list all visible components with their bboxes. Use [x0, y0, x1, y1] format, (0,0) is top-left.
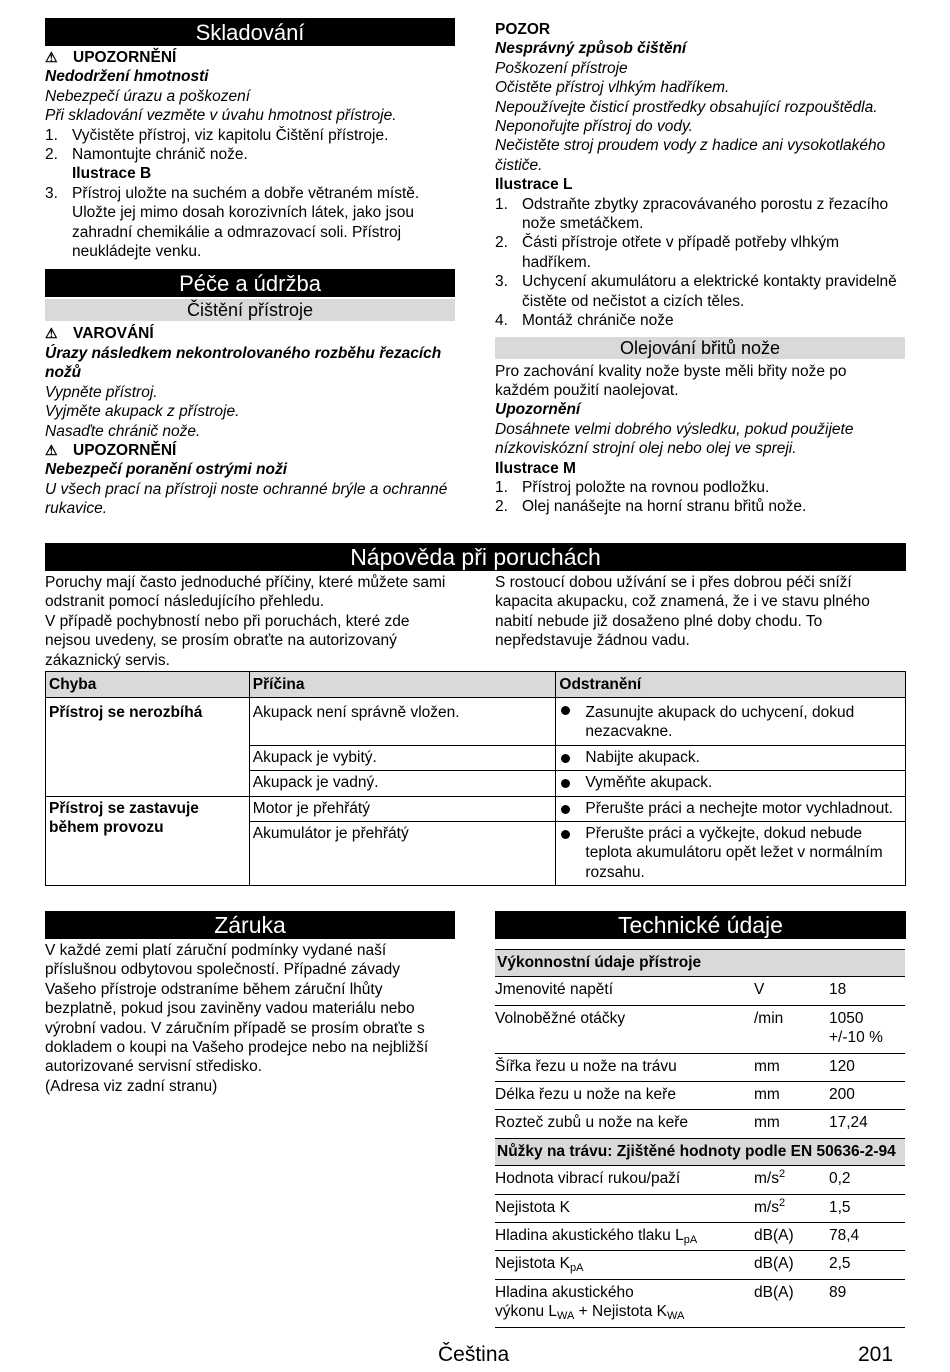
cleaning-steps [495, 195, 905, 331]
caution-line: Neponořujte přístroj do vody. [495, 118, 693, 136]
caution-title: Nesprávný způsob čištění [495, 40, 687, 58]
oiling-note-text: Dosáhnete velmi dobrého výsledku, pokud použijete nízkoviskózní strojní olej nebo olej ve spreji. [495, 420, 854, 458]
care-caution: ⚠ UPOZORNĚNÍ [45, 441, 177, 459]
care-caution-title: Nebezpečí poranění ostrými noži [45, 461, 288, 479]
troubleshooting-intro-right: S rostoucí dobou užívání se i přes dobrou péči sníží kapacita akupacku, což znamená, že i ve stavu plného nabití nebude již dosaženo plné doby chodu. To nepředstavuje žádnou vadu. [495, 574, 870, 650]
care-warning-line: Vyjměte akupack z přístroje. [45, 403, 240, 421]
storage-steps [45, 126, 455, 262]
caution-line: Nečistěte stroj proudem vody z hadice ani vysokotlakého čističe. [495, 137, 886, 174]
table-row: Hladina akustického tlaku $L_{pA}$ dB(A) 78,4 [495, 1223, 905, 1251]
table-header-row [46, 672, 906, 698]
column-header: Příčina [249, 672, 556, 698]
bullet-icon [561, 754, 570, 763]
list-item: 1. Přístroj položte na rovnou podložku. [495, 478, 770, 496]
oiling-steps [495, 478, 905, 517]
footer-language: Čeština [438, 1343, 510, 1366]
storage-hazard-line: Při skladování vezměte v úvahu hmotnost přístroje. [45, 107, 397, 125]
list-item: 2. Olej nanášejte na horní stranu břitů nože. [495, 498, 807, 516]
warranty-text: V každé zemi platí záruční podmínky vydané naší příslušnou odbytovou společností. Případné závady Vašeho přístroje odstraníme během záruční lhůty bezplatně, pokud jsou zaviněny vadou materiálu nebo výrobní vadou. V záručním případě se prosím obraťte s dokladem o koupi na Vašeho prodejce nebo na nejbližší autorizované servisní středisko. [45, 942, 429, 1076]
list-item: 3. Přístroj uložte na suchém a dobře větraném místě. Uložte jej mimo dosah korozivních látek, jako jsou zahradní chemikálie a odmrazovací soli. Přístroj neukládejte venku. [45, 184, 420, 261]
bullet-icon [561, 830, 570, 839]
list-item: 2. Části přístroje otřete v případě potřeby vlhkým hadříkem. [495, 234, 840, 271]
table-row: Volnoběžné otáčky /min 1050 +/-10 % [495, 1005, 905, 1053]
technical-table [495, 949, 905, 1328]
column-header: Chyba [46, 672, 250, 698]
care-warning-line: Nasaďte chránič nože. [45, 422, 201, 440]
table-row: Rozteč zubů u nože na keře mm 17,24 [495, 1110, 905, 1138]
cause-cell: Motor je přehřátý [249, 796, 556, 821]
table-row: Nejistota K $m/s^2$ 1,5 [495, 1194, 905, 1222]
cause-cell: Akupack je vybitý. [249, 745, 556, 770]
fault-cell: Přístroj se nerozbíhá [46, 698, 250, 797]
oiling-heading: Olejování břitů nože [495, 337, 905, 359]
warranty-heading: Záruka [45, 911, 455, 939]
troubleshooting-intro-left: Poruchy mají často jednoduché příčiny, které můžete sami odstranit pomocí následujícího přehledu. V případě pochybností nebo při poruchách, které zde nejsou uvedeny, se prosím obraťte na autorizovaný zákaznický servis. [45, 574, 446, 669]
warranty-address: (Adresa viz zadní stranu) [45, 1077, 218, 1095]
care-warning-title: Úrazy následkem nekontrolovaného rozběhu řezacích nožů [45, 344, 442, 382]
warranty-section [45, 911, 455, 1096]
fault-cell: Přístroj se zastavuje během provozu [46, 796, 250, 886]
caution-line: Očistěte přístroj vlhkým hadříkem. [495, 79, 730, 97]
list-item: 1. Odstraňte zbytky zpracovávaného porostu z řezacího nože smetáčkem. [495, 195, 889, 233]
care-warning-line: Vypněte přístroj. [45, 383, 158, 401]
care-heading: Péče a údržba [45, 269, 455, 297]
table-row: Hladina akustického výkonu $L_{WA}$ + Nejistota $K_{WA}$ dB(A) 89 [495, 1279, 905, 1327]
table-row [46, 796, 906, 821]
left-column-top [45, 18, 455, 519]
illustration-ref: Ilustrace M [495, 459, 576, 477]
technical-heading: Technické údaje [495, 911, 906, 939]
table-row: Šířka řezu u nože na trávu mm 120 [495, 1053, 905, 1081]
oiling-note-label: Upozornění [495, 401, 581, 419]
table-section-row [495, 1138, 905, 1165]
illustration-ref: Ilustrace L [495, 176, 573, 194]
list-item: 3. Uchycení akumulátoru a elektrické kontakty pravidelně čistěte od nečistot a cizích těles. [495, 273, 897, 310]
remedy-cell: Vyměňte akupack. [556, 771, 906, 796]
caution-line: Poškození přístroje [495, 59, 628, 77]
section-heading: Nůžky na trávu: Zjištěné hodnoty podle EN 50636-2-94 [495, 1138, 905, 1165]
troubleshooting-heading: Nápověda při poruchách [45, 543, 906, 571]
warning-triangle-icon: ⚠ [45, 325, 58, 342]
remedy-cell: Nabijte akupack. [556, 745, 906, 770]
column-header: Odstranění [556, 672, 906, 698]
page-number: 201 [858, 1343, 894, 1366]
table-row: Jmenovité napětí V 18 [495, 977, 905, 1005]
cause-cell: Akumulátor je přehřátý [249, 822, 556, 886]
illustration-ref: Ilustrace B [72, 165, 152, 183]
table-row: Délka řezu u nože na keře mm 200 [495, 1082, 905, 1110]
bullet-icon [561, 805, 570, 814]
remedy-cell: Přerušte práci a vyčkejte, dokud nebude teplota akumulátoru opět ležet v normálním rozsahu. [556, 822, 906, 886]
care-caution-line: U všech prací na přístroji noste ochranné brýle a ochranné rukavice. [45, 480, 448, 518]
care-warning: ⚠ VAROVÁNÍ [45, 325, 154, 343]
list-item: 2. Namontujte chránič nože. Ilustrace B [45, 146, 248, 183]
storage-warning: ⚠ UPOZORNĚNÍ [45, 49, 177, 66]
storage-hazard-line: Nebezpečí úrazu a poškození [45, 87, 251, 105]
storage-hazard-title: Nedodržení hmotnosti [45, 68, 209, 86]
remedy-cell: Přerušte práci a nechejte motor vychladnout. [556, 796, 906, 821]
table-row: Hodnota vibrací rukou/paží $m/s^2$ 0,2 [495, 1166, 905, 1194]
bullet-icon [561, 706, 570, 715]
cleaning-heading: Čištění přístroje [45, 299, 455, 321]
warning-triangle-icon: ⚠ [45, 49, 58, 65]
troubleshooting-table [45, 671, 906, 886]
caution-line: Nepoužívejte čisticí prostředky obsahující rozpouštědla. [495, 98, 878, 116]
section-heading: Výkonnostní údaje přístroje [495, 950, 905, 977]
cause-cell: Akupack je vadný. [249, 771, 556, 796]
oiling-text: Pro zachování kvality nože byste měli břity nože po každém použití naolejovat. [495, 362, 847, 399]
table-row: Nejistota $K_{pA}$ dB(A) 2,5 [495, 1251, 905, 1279]
warning-triangle-icon: ⚠ [45, 441, 58, 458]
bullet-icon [561, 779, 570, 788]
right-column-top [495, 20, 905, 517]
cause-cell: Akupack není správně vložen. [249, 698, 556, 746]
storage-heading: Skladování [45, 18, 455, 46]
list-item: 4. Montáž chrániče nože [495, 312, 674, 330]
table-section-row [495, 950, 905, 977]
list-item: 1. Vyčistěte přístroj, viz kapitolu Čištění přístroje. [45, 126, 389, 144]
caution-label: POZOR [495, 21, 551, 38]
table-row [46, 698, 906, 746]
remedy-cell: Zasunujte akupack do uchycení, dokud nezacvakne. [556, 698, 906, 746]
technical-section [495, 911, 906, 1328]
